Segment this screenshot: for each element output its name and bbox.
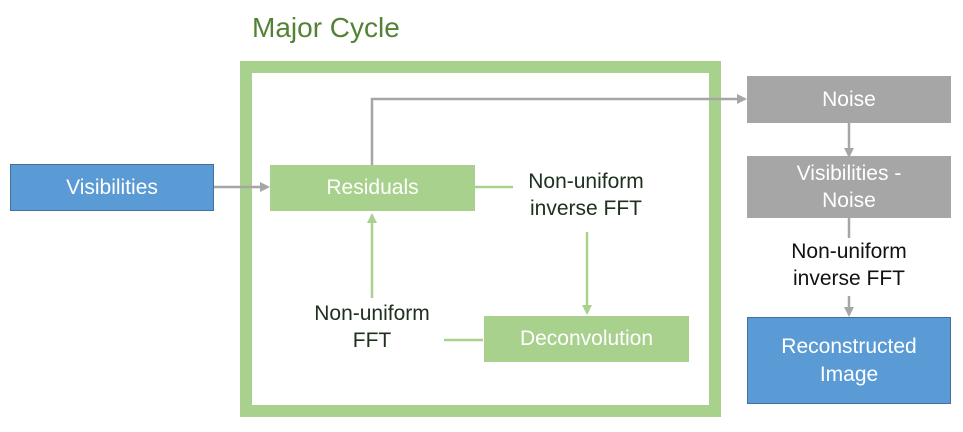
node-residuals-label: Residuals	[326, 176, 419, 200]
node-residuals	[270, 165, 475, 211]
node-visibilities-minus-noise-line-2: Noise	[822, 189, 876, 212]
node-reconstructed-image	[747, 317, 951, 404]
node-reconstructed-image-line-1: Reconstructed	[781, 335, 917, 359]
edge-label-inverse-fft-outer-line-1: Non-uniform	[791, 240, 907, 263]
node-reconstructed-image-line-2: Image	[819, 362, 879, 386]
node-deconvolution	[484, 316, 689, 362]
node-visibilities-minus-noise	[747, 156, 951, 218]
edge-label-inverse-fft-inner-line-2: inverse FFT	[529, 197, 642, 221]
edge-label-fft-inner	[292, 300, 452, 355]
edge-label-inverse-fft-outer-line-2: inverse FFT	[792, 267, 905, 291]
node-deconvolution-label: Deconvolution	[519, 327, 654, 351]
node-visibilities-minus-noise-line-1: Visibilities -	[796, 161, 902, 185]
edge-label-fft-inner-line-1: Non-uniform	[314, 302, 430, 325]
edge-label-inverse-fft-outer	[768, 238, 930, 293]
edge-label-inverse-fft-inner-line-1: Non-uniform	[528, 170, 644, 193]
major-cycle-title: Major Cycle	[252, 12, 400, 43]
edge-residuals-to-noise	[372, 99, 745, 165]
edge-label-fft-inner-line-2: FFT	[352, 329, 392, 353]
node-noise	[747, 76, 951, 123]
node-noise-label: Noise	[822, 87, 876, 111]
node-visibilities-label: Visibilities	[66, 175, 158, 199]
node-visibilities	[10, 164, 214, 211]
edge-label-inverse-fft-inner	[505, 168, 667, 223]
